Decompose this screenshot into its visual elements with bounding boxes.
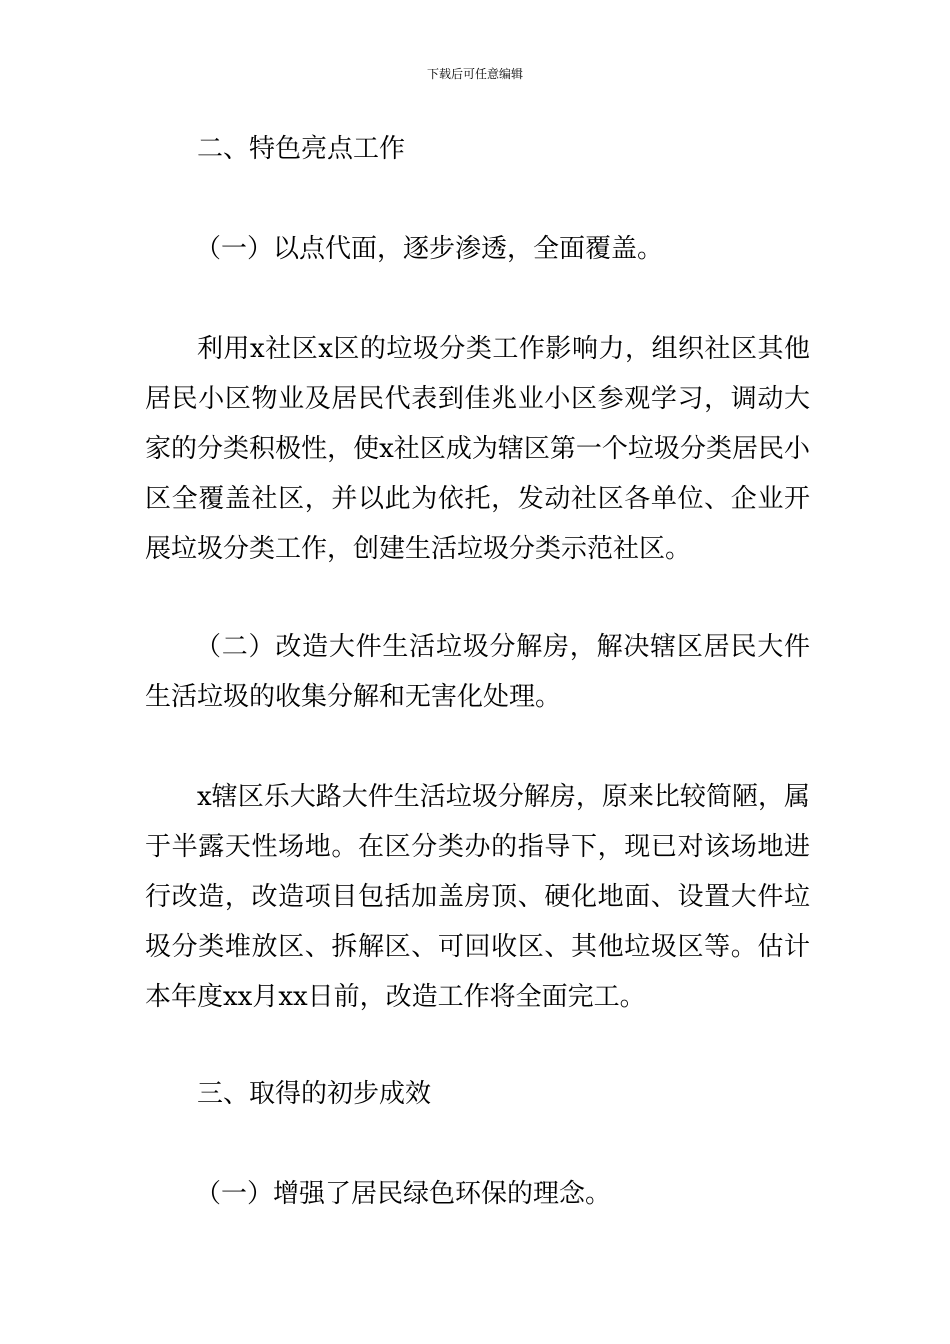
section-heading: 三、取得的初步成效 [197, 1079, 432, 1109]
page-header-note: 下载后可任意编辑 [426, 67, 523, 81]
section-heading: 二、特色亮点工作 [197, 134, 406, 164]
subsection-heading: （一）增强了居民绿色环保的理念。 [195, 1179, 612, 1209]
subsection-heading: （一）以点代面，逐步渗透，全面覆盖。 [195, 234, 664, 264]
body-paragraph: x辖区乐大路大件生活垃圾分解房，原来比较简陋，属于半露天性场地。在区分类办的指导下，现已对该场地进行改造，改造项目包括加盖房顶、硬化地面、设置大件垃圾分类堆放区、拆解区、可回收区、其他垃圾区等。估计本年度xx月xx日前，改造工作将全面完工。 [145, 782, 810, 1012]
body-paragraph: 利用x社区x区的垃圾分类工作影响力，组织社区其他居民小区物业及居民代表到佳兆业小区参观学习，调动大家的分类积极性，使x社区成为辖区第一个垃圾分类居民小区全覆盖社区，并以此为依托，发动社区各单位、企业开展垃圾分类工作，创建生活垃圾分类示范社区。 [145, 334, 810, 564]
subsection-heading: （二）改造大件生活垃圾分解房，解决辖区居民大件生活垃圾的收集分解和无害化处理。 [145, 632, 810, 712]
